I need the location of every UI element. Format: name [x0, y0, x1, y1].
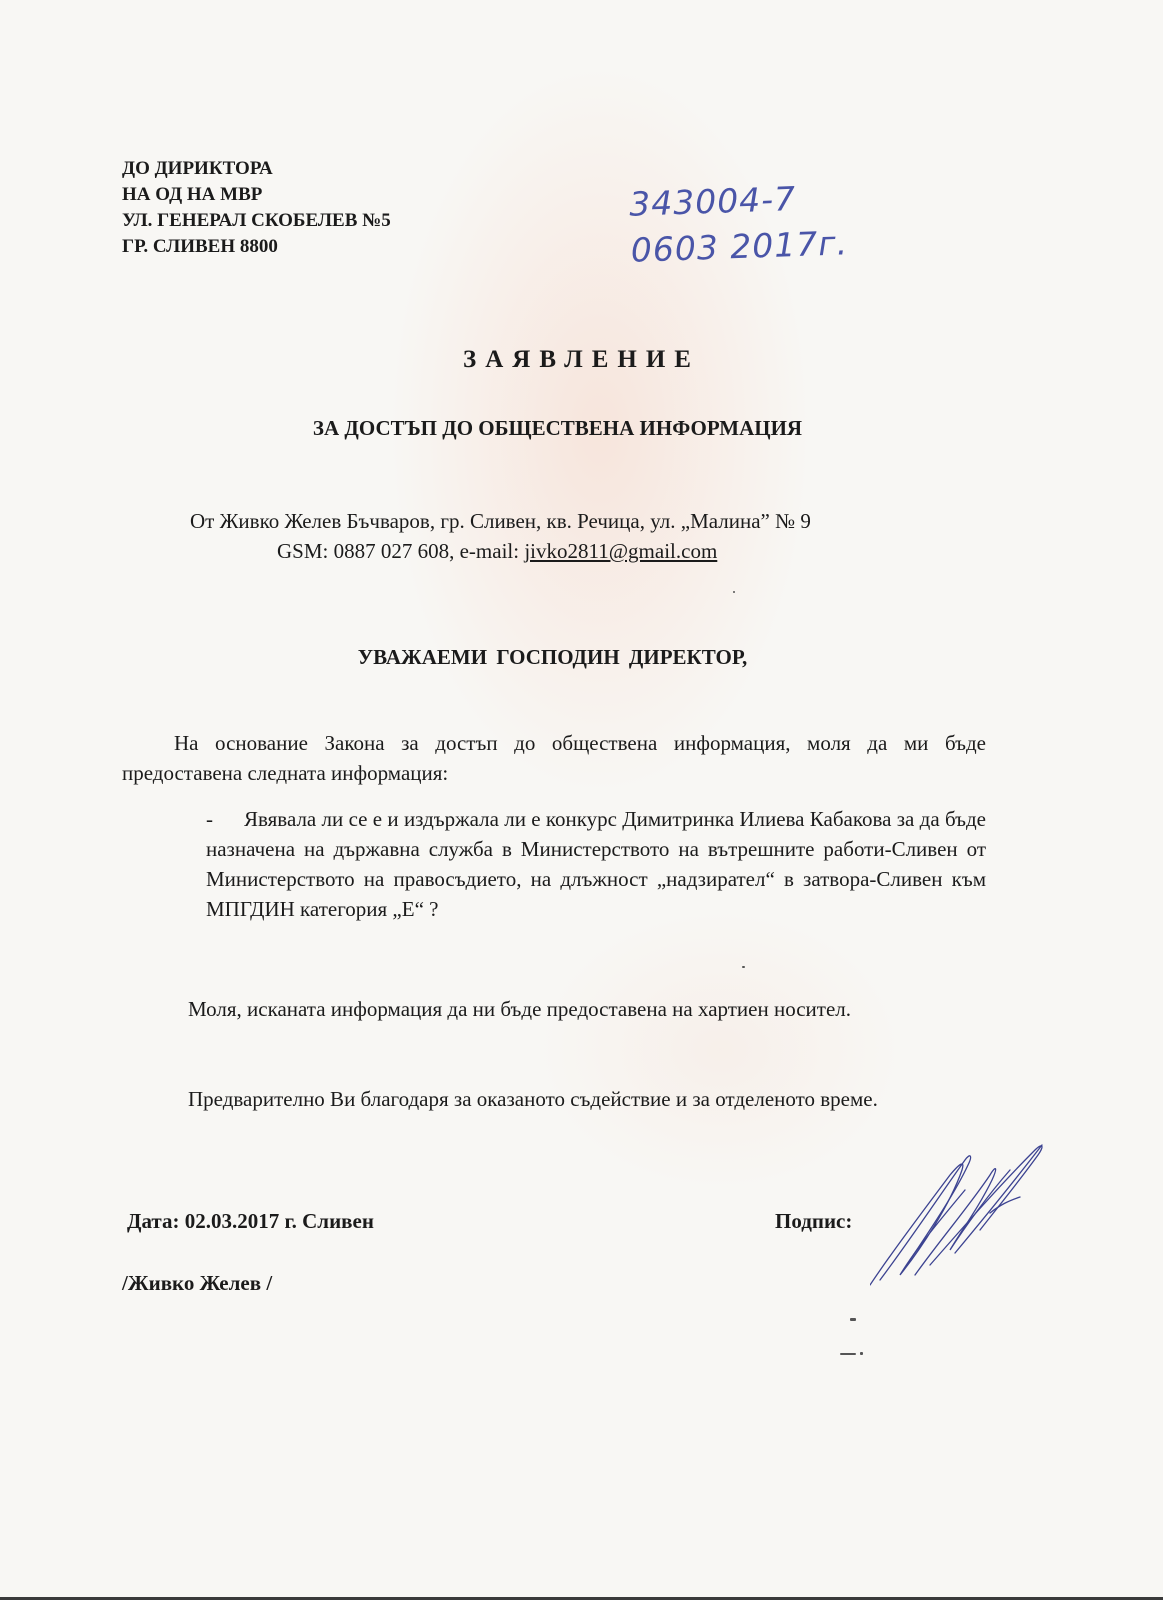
handwritten-signature: [870, 1135, 1060, 1290]
thanks-paragraph: Предварително Ви благодаря за оказаното съдействие и за отделеното време.: [188, 1087, 878, 1111]
sender-phone: GSM: 0887 027 608, e-mail:: [277, 539, 525, 563]
sender-block: [190, 506, 811, 566]
paper-format-paragraph: Моля, исканата информация да ни бъде предоставена на хартиен носител.: [188, 997, 852, 1021]
bullet-dash: -: [206, 807, 213, 831]
signer-name: /Живко Желев /: [122, 1271, 273, 1295]
salutation: УВАЖАЕМИ ГОСПОДИН ДИРЕКТОР,: [357, 645, 748, 669]
addressee-line-3: УЛ. ГЕНЕРАЛ СКОБЕЛЕВ №5: [122, 210, 391, 231]
addressee-line-1: ДО ДИРИКТОРА: [122, 158, 273, 179]
document-subtitle: ЗА ДОСТЪП ДО ОБЩЕСТВЕНА ИНФОРМАЦИЯ: [312, 416, 803, 440]
scan-speck: [742, 966, 745, 968]
scan-speck: [860, 1352, 863, 1355]
addressee-line-2: НА ОД НА МВР: [122, 184, 263, 205]
registration-stamp: [628, 174, 848, 274]
date-place: Дата: 02.03.2017 г. Сливен: [127, 1209, 374, 1233]
scan-speck: [850, 1318, 856, 1321]
signature-label: Подпис:: [775, 1209, 853, 1233]
sender-contact: [190, 536, 811, 566]
sender-address: От Живко Желев Бъчваров, гр. Сливен, кв. Речица, ул. „Малина” № 9: [190, 509, 811, 533]
document-title: ЗАЯВЛЕНИЕ: [463, 346, 700, 373]
request-item: [206, 804, 986, 924]
registration-date: 0603 2017г.: [630, 223, 849, 270]
addressee-line-4: ГР. СЛИВЕН 8800: [122, 236, 278, 257]
request-item-text: Явявала ли се е и издържала ли е конкурс Димитринка Илиева Кабакова за да бъде назначена на държавна служба в Министерството на вътрешните работи-Сливен от Министерството на правосъдието, на длъжност „надзирател“ в затвора-Сливен към МПГДИН категория „Е“ ?: [206, 807, 986, 921]
registration-number: 343004-7: [628, 178, 797, 224]
addressee-block: [122, 156, 391, 260]
scan-speck: [733, 591, 735, 593]
scan-speck: [840, 1353, 856, 1355]
request-paragraph: На основание Закона за достъп до обществена информация, моля да ми бъде предоставена следната информация:: [122, 731, 986, 785]
sender-email-link[interactable]: jivko2811@gmail.com: [524, 539, 718, 563]
